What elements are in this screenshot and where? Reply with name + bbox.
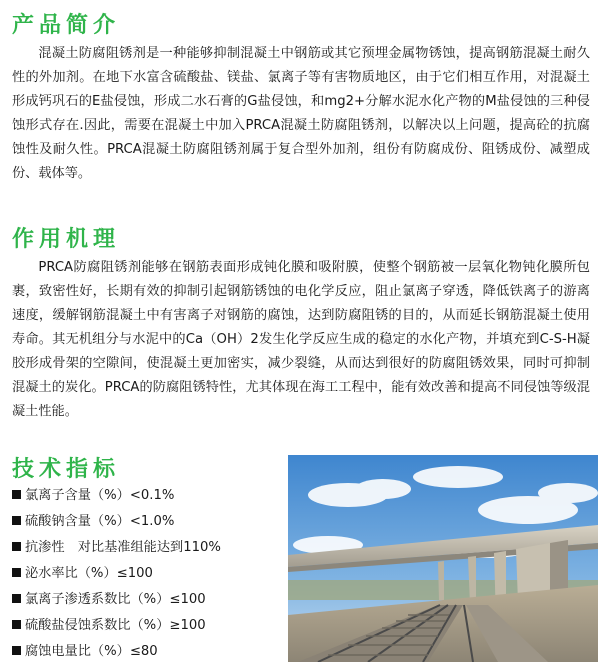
square-bullet-icon (12, 490, 21, 499)
intro-paragraph: 混凝土防腐阻锈剂是一种能够抑制混凝土中钢筋或其它预埋金属物锈蚀，提高钢筋混凝土耐久性的外加剂。在地下水富含硫酸盐、镁盐、氯离子等有害物质地区，由于它们相互作用，对混凝土形成钙巩石的E盐侵蚀，形成二水石膏的G盐侵蚀，和mg2+分解水泥水化产物的M盐侵蚀的三种侵蚀形式存在.因此，需要在混凝土中加入PRCA混凝土防腐阻锈剂，以解决以上问题，提高砼的抗腐蚀性及耐久性。PRCA混凝土防腐阻锈剂属于复合型外加剂，组份有防腐成份、阻锈成份、减塑成份、载体等。 (12, 46, 590, 181)
square-bullet-icon (12, 646, 21, 655)
square-bullet-icon (12, 516, 21, 525)
square-bullet-icon (12, 620, 21, 629)
spec-text: 氯离子渗透系数比（%）≤100 (25, 592, 206, 607)
spec-item (12, 613, 221, 639)
square-bullet-icon (12, 594, 21, 603)
spec-item (12, 639, 221, 665)
spec-list (12, 483, 221, 665)
spec-item (12, 561, 221, 587)
specs-title: 技术指标 (12, 457, 121, 482)
mechanism-paragraph: PRCA防腐阻锈剂能够在钢筋表面形成钝化膜和吸附膜，使整个钢筋被一层氧化物钝化膜所包裹，致密性好，长期有效的抑制引起钢筋锈蚀的电化学反应，阻止氯离子穿透，降低铁离子的游离速度，缓解钢筋混凝土中有害离子对钢筋的腐蚀，达到防腐阻锈的目的，从而延长钢筋混凝土使用寿命。其无机组分与水泥中的Ca（OH）2发生化学反应生成的稳定的水化产物，并填充到C-S-H凝胶形成骨架的空隙间，使混凝土更加密实，减少裂缝，从而达到很好的防腐阻锈效果，同时可抑制混凝土的炭化。PRCA的防腐阻锈特性，尤其体现在海工工程中，能有效改善和提高不同侵蚀等级混凝土性能。 (12, 260, 590, 419)
spec-item (12, 483, 221, 509)
spec-text: 硫酸钠含量（%）<1.0% (25, 514, 175, 529)
spec-text: 抗渗性 对比基准组能达到110% (25, 540, 221, 555)
square-bullet-icon (12, 568, 21, 577)
railway-bridge-photo (288, 455, 598, 662)
spec-item (12, 587, 221, 613)
spec-text: 氯离子含量（%）<0.1% (25, 488, 175, 503)
intro-title: 产品简介 (12, 13, 121, 38)
spec-text: 硫酸盐侵蚀系数比（%）≥100 (25, 618, 206, 633)
mechanism-title: 作用机理 (12, 227, 121, 252)
spec-item (12, 509, 221, 535)
square-bullet-icon (12, 542, 21, 551)
spec-text: 泌水率比（%）≤100 (25, 566, 153, 581)
spec-item (12, 535, 221, 561)
spec-text: 腐蚀电量比（%）≤80 (25, 644, 158, 659)
